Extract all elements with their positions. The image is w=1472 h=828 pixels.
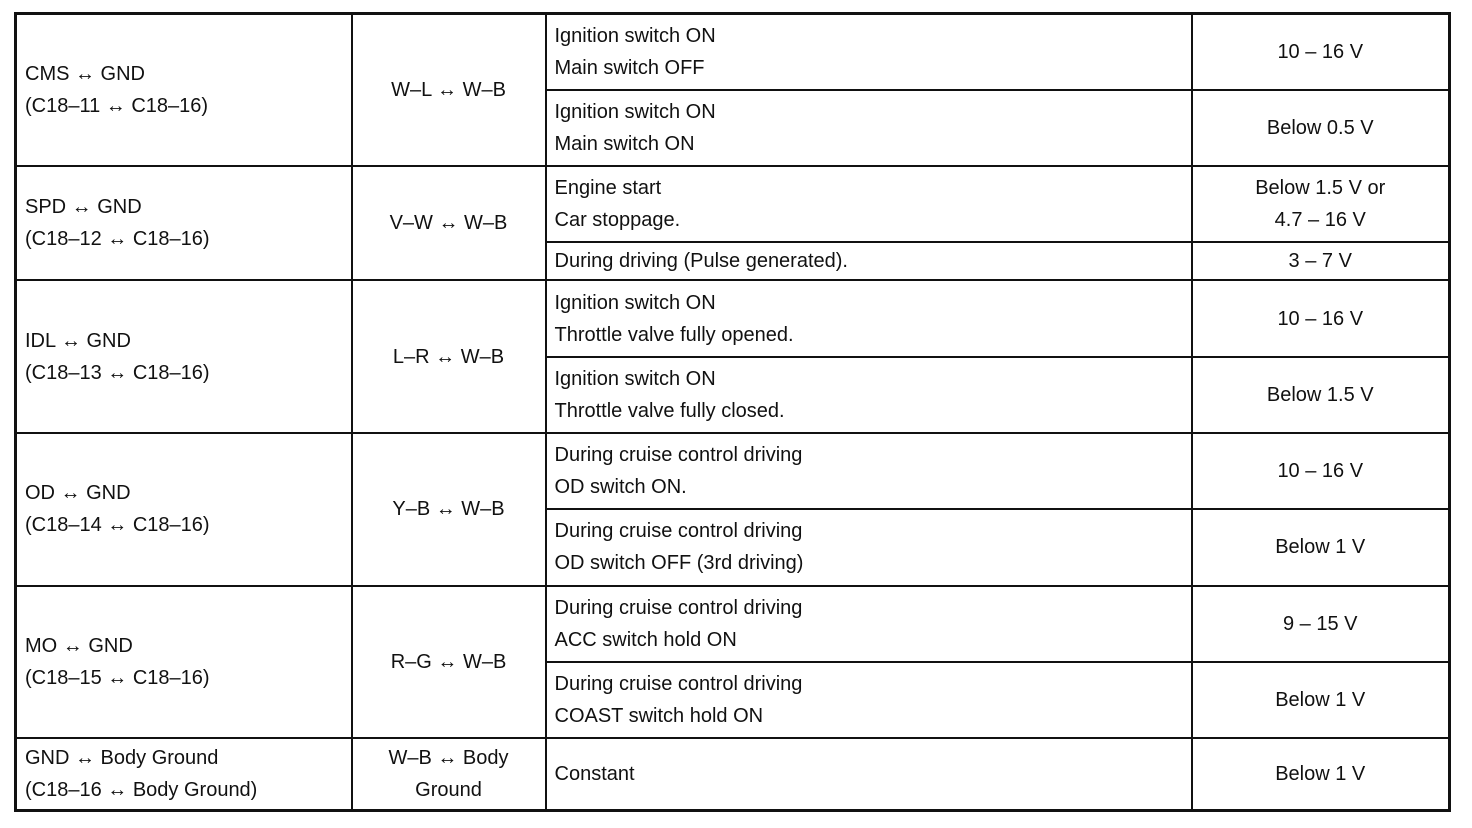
specified-value-cell	[1192, 14, 1450, 90]
terminal-cell	[16, 586, 352, 739]
cell-line: OD switch OFF (3rd driving)	[554, 552, 804, 575]
cell-line: Ignition switch ON	[554, 24, 716, 47]
cell-line: OD ↔ GND	[25, 482, 131, 505]
cell-line: IDL ↔ GND	[25, 329, 131, 352]
cell-line: Below 0.5 V	[1266, 116, 1374, 139]
cell-line: Y–B ↔ W–B	[392, 498, 505, 521]
wiring-color-cell	[352, 280, 546, 433]
cell-line: Car stoppage.	[554, 209, 681, 232]
cell-line: CMS ↔ GND	[25, 63, 145, 86]
specified-value-cell	[1192, 280, 1450, 356]
condition-cell	[546, 509, 1192, 585]
cell-line: 4.7 – 16 V	[1274, 209, 1366, 232]
condition-cell	[546, 166, 1192, 242]
cell-line: During cruise control driving	[554, 444, 803, 467]
table-row	[16, 738, 1450, 810]
cell-line: (C18–14 ↔ C18–16)	[25, 514, 210, 537]
table-row	[16, 433, 1450, 509]
cell-line: Below 1 V	[1275, 536, 1366, 559]
specified-value-cell	[1192, 357, 1450, 433]
cell-line: R–G ↔ W–B	[390, 650, 507, 673]
cell-line: Constant	[554, 763, 635, 786]
terminal-cell	[16, 14, 352, 167]
cell-line: COAST switch hold ON	[554, 705, 764, 728]
cell-line: MO ↔ GND	[25, 634, 133, 657]
terminal-cell	[16, 738, 352, 810]
specified-value-cell	[1192, 586, 1450, 662]
cell-line: Below 1 V	[1275, 689, 1366, 712]
table-row	[16, 166, 1450, 242]
cell-line: During driving (Pulse generated).	[554, 250, 848, 273]
cell-line: 10 – 16 V	[1277, 40, 1364, 63]
cell-line: ACC switch hold ON	[554, 628, 737, 651]
cell-line: Ignition switch ON	[554, 100, 716, 123]
cell-line: 9 – 15 V	[1282, 612, 1358, 635]
condition-cell	[546, 90, 1192, 166]
cell-line: Throttle valve fully opened.	[554, 323, 794, 346]
specified-value-cell	[1192, 662, 1450, 738]
cell-line: GND ↔ Body Ground	[25, 747, 219, 770]
terminal-cell	[16, 280, 352, 433]
cell-line: During cruise control driving	[554, 520, 803, 543]
wiring-color-cell	[352, 166, 546, 280]
specified-value-cell	[1192, 242, 1450, 280]
cell-line: Below 1.5 V	[1266, 383, 1374, 406]
cell-line: 10 – 16 V	[1277, 460, 1364, 483]
cell-line: Ignition switch ON	[554, 367, 716, 390]
cell-line: (C18–12 ↔ C18–16)	[25, 228, 210, 251]
cell-line: OD switch ON.	[554, 476, 687, 499]
condition-cell	[546, 357, 1192, 433]
condition-cell	[546, 433, 1192, 509]
cell-line: W–L ↔ W–B	[391, 79, 506, 102]
condition-cell	[546, 586, 1192, 662]
cell-line: (C18–16 ↔ Body Ground)	[25, 779, 258, 802]
cell-line: Ground	[415, 779, 482, 802]
cell-line: (C18–11 ↔ C18–16)	[25, 95, 209, 118]
condition-cell	[546, 242, 1192, 280]
cell-line: (C18–15 ↔ C18–16)	[25, 666, 210, 689]
cell-line: Main switch ON	[554, 132, 695, 155]
specified-value-cell	[1192, 166, 1450, 242]
cell-line: During cruise control driving	[554, 673, 803, 696]
terminal-cell	[16, 433, 352, 586]
cell-line: L–R ↔ W–B	[392, 345, 505, 368]
table-row	[16, 280, 1450, 356]
cell-line: During cruise control driving	[554, 596, 803, 619]
cell-line: V–W ↔ W–B	[389, 212, 508, 235]
terminal-voltage-table	[14, 12, 1451, 812]
cell-line: Main switch OFF	[554, 56, 705, 79]
cell-line: 10 – 16 V	[1277, 307, 1364, 330]
wiring-color-cell	[352, 433, 546, 586]
specified-value-cell	[1192, 433, 1450, 509]
specified-value-cell	[1192, 738, 1450, 810]
cell-line: Ignition switch ON	[554, 291, 716, 314]
table-row	[16, 586, 1450, 662]
cell-line: Engine start	[554, 177, 662, 200]
cell-line: Below 1 V	[1275, 763, 1366, 786]
wiring-color-cell	[352, 586, 546, 739]
cell-line: SPD ↔ GND	[25, 196, 142, 219]
specified-value-cell	[1192, 90, 1450, 166]
cell-line: (C18–13 ↔ C18–16)	[25, 361, 210, 384]
wiring-color-cell	[352, 738, 546, 810]
specified-value-cell	[1192, 509, 1450, 585]
condition-cell	[546, 738, 1192, 810]
condition-cell	[546, 280, 1192, 356]
wiring-color-cell	[352, 14, 546, 167]
cell-line: Below 1.5 V or	[1255, 177, 1386, 200]
table-body	[16, 14, 1450, 811]
cell-line: Throttle valve fully closed.	[554, 399, 785, 422]
condition-cell	[546, 14, 1192, 90]
cell-line: W–B ↔ Body	[388, 747, 509, 770]
cell-line: 3 – 7 V	[1288, 250, 1352, 273]
terminal-cell	[16, 166, 352, 280]
table-row	[16, 14, 1450, 90]
condition-cell	[546, 662, 1192, 738]
